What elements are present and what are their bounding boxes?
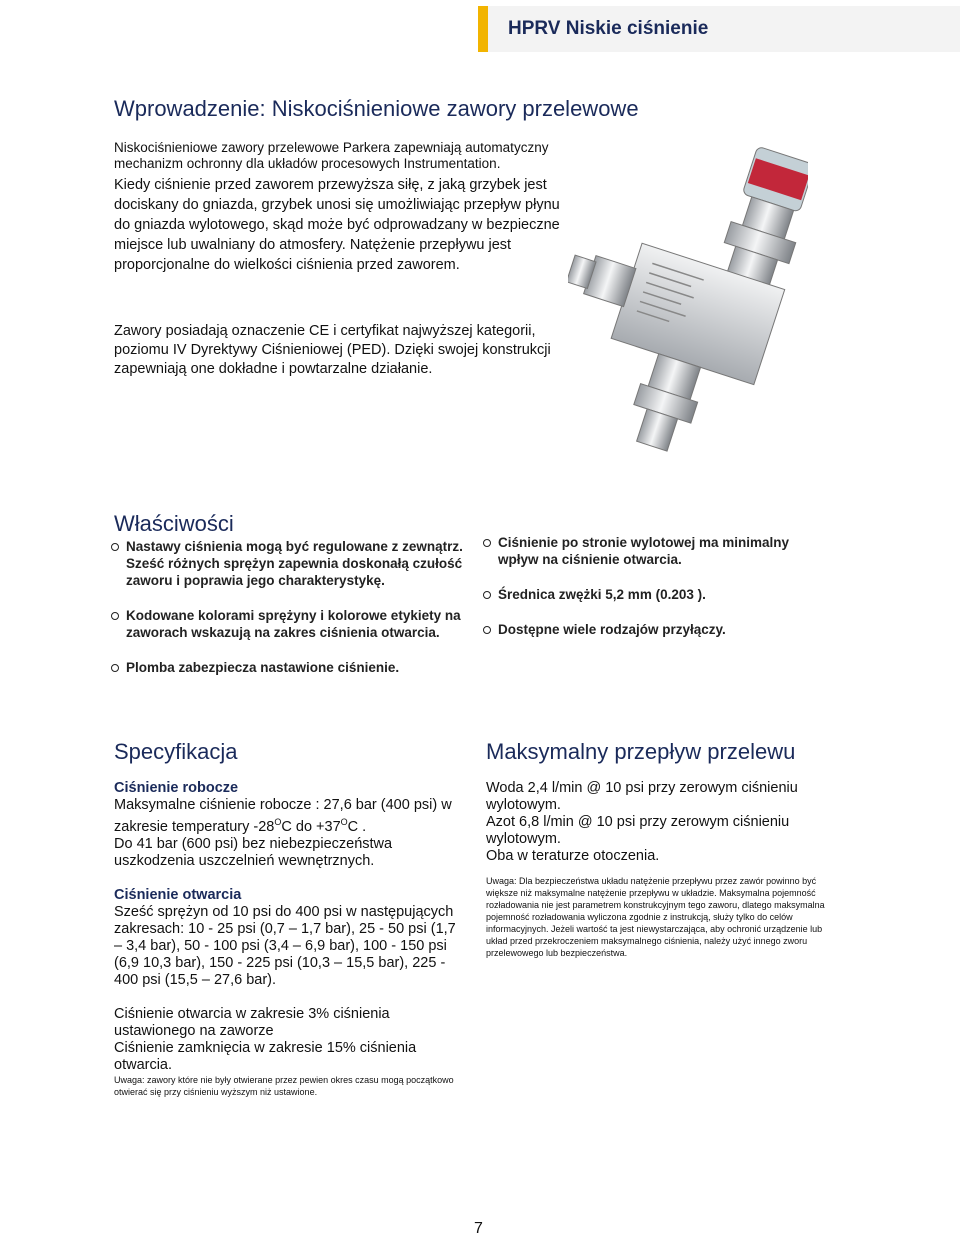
intro-text-2: Natężenie przepływu jest proporcjonalne do wielkości ciśnienia przed zaworem. bbox=[114, 237, 512, 273]
list-item: Dostępne wiele rodzajów przyłączy. bbox=[486, 621, 826, 638]
spec-note: Uwaga: zawory które nie były otwierane przez pewien okres czasu mogą początkowo otwierać się przy ciśnieniu wyższym niż ustawione. bbox=[114, 1074, 454, 1097]
intro-paragraph-small: Niskociśnieniowe zawory przelewowe Parkera zapewniają automatyczny mechanizm ochronny dla układów procesowych Instrumentation. bbox=[114, 140, 549, 171]
flow-title: Maksymalny przepływ przelewu bbox=[486, 739, 796, 764]
spec-subheading-operating: Ciśnienie robocze bbox=[114, 780, 239, 796]
spec-section bbox=[114, 780, 459, 1098]
features-list-right bbox=[486, 534, 826, 656]
intro-paragraph-2: Zawory posiadają oznaczenie CE i certyfikat najwyższej kategorii, poziomu IV Dyrektywy Ciśnieniowej (PED). Dzięki swojej konstrukcji zapewniają one dokładne i powtarzalne działanie. bbox=[114, 323, 551, 377]
flow-ambient: Oba w teraturze otoczenia. bbox=[486, 848, 660, 864]
spec-subheading-opening: Ciśnienie otwarcia bbox=[114, 886, 242, 903]
page-number: 7 bbox=[474, 1220, 483, 1237]
spec-closing-range: Ciśnienie zamknięcia w zakresie 15% ciśnienia otwarcia. bbox=[114, 1039, 417, 1073]
intro-title: Wprowadzenie: Niskociśnieniowe zawory przelewowe bbox=[114, 96, 639, 121]
list-item: Średnica zwężki 5,2 mm (0.203 ). bbox=[486, 586, 826, 603]
valve-product-image bbox=[568, 126, 808, 471]
list-item: Kodowane kolorami sprężyny i kolorowe etykiety na zaworach wskazują na zakres ciśnienia otwarcia. bbox=[114, 607, 466, 641]
intro-text-1: Kiedy ciśnienie przed zaworem przewyższa siłę, z jaką grzybek jest dociskany do gniazda, grzybek unosi się umożliwiając przepływ płynu do gniazda wylotowego, skąd może być odprowadzany w bezpieczne miejsce lub uwalniany do atmosfery. bbox=[114, 177, 560, 253]
spec-operating-text-2: Do 41 bar (600 psi) bez niebezpieczeństwa uszkodzenia uszczelnień wewnętrznych. bbox=[114, 835, 393, 869]
intro-paragraph bbox=[114, 175, 574, 275]
spec-opening-range: Ciśnienie otwarcia w zakresie 3% ciśnienia ustawionego na zaworze bbox=[114, 1005, 390, 1039]
list-item: Nastawy ciśnienia mogą być regulowane z zewnątrz. Sześć różnych sprężyn zapewnia doskonałą czułość zaworu i poprawia jego charakterystykę. bbox=[114, 538, 466, 589]
spec-title: Specyfikacja bbox=[114, 739, 238, 764]
list-item: Plomba zabezpiecza nastawione ciśnienie. bbox=[114, 659, 466, 676]
flow-section bbox=[486, 780, 826, 959]
list-item: Ciśnienie po stronie wylotowej ma minimalny wpływ na ciśnienie otwarcia. bbox=[486, 534, 826, 568]
flow-water: Woda 2,4 l/min @ 10 psi przy zerowym ciśnieniu wylotowym. bbox=[486, 780, 798, 813]
flow-note: Uwaga: Dla bezpieczeństwa układu natężenie przepływu przez zawór powinno być większe niż maksymalne natężenie przepływu w układzie. Maksymalna pojemność rozładowania nie jest parametrem konstrukcyjnym tego zaworu, dlatego maksymalna pojemność rozładowania wyliczona zgodnie z instrukcją, służy tylko do celów informacyjnych. Jeżeli wartość ta jest niewystarczająca, aby ochronić urządzenie lub układ przed przekroczeniem maksymalnego ciśnienia, należy użyć innego zworu przelewowego lub bezpieczeństwa. bbox=[486, 876, 825, 958]
features-list-left bbox=[114, 538, 466, 694]
features-title: Właściwości bbox=[114, 511, 234, 536]
spec-opening-text: Sześć sprężyn od 10 psi do 400 psi w następujących zakresach: 10 - 25 psi (0,7 – 1,7 bar), 25 - 50 psi (1,7 – 3,4 bar), 50 - 100 psi (3,4 – 6,9 bar), 100 - 150 psi (6,9 10,3 bar), 150 - 225 psi (10,3 – 15,5 bar), 225 - 400 psi (15,5 – 27,6 bar). bbox=[114, 903, 456, 988]
spec-operating-text: Maksymalne ciśnienie robocze : 27,6 bar (400 psi) w zakresie temperatury $-28^OC$ do $+37^OC$ . bbox=[114, 797, 452, 835]
header-title: HPRV Niskie ciśnienie bbox=[508, 18, 709, 39]
flow-nitrogen: Azot 6,8 l/min @ 10 psi przy zerowym ciśnieniu wylotowym. bbox=[486, 814, 790, 847]
